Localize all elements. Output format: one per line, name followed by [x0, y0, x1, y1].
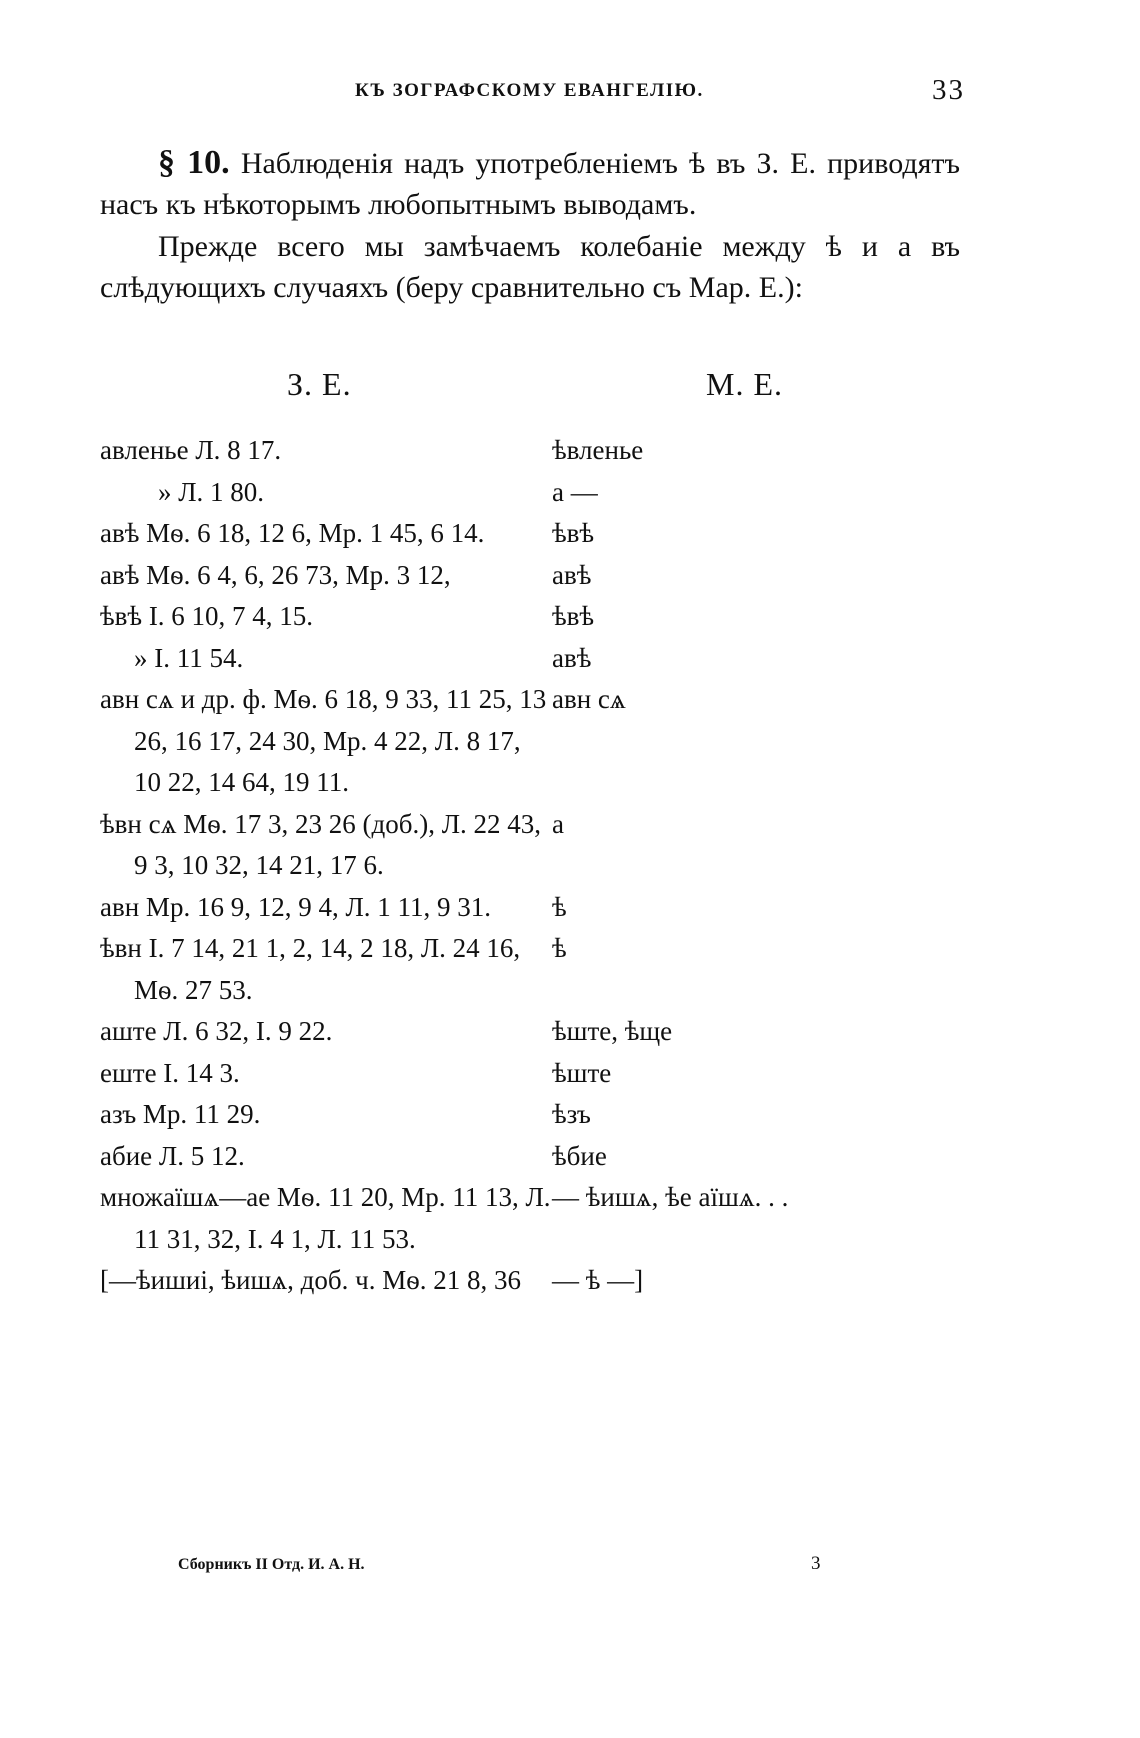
- table-row: [100, 1011, 673, 1053]
- me-entry: — ѣ —]: [552, 1265, 644, 1295]
- me-entry: ѣвѣ: [552, 601, 595, 631]
- me-entry: а: [552, 808, 564, 839]
- me-entry: ѣбие: [552, 1140, 607, 1171]
- running-title: КЪ ЗОГРАФСКОМУ ЕВАНГЕЛІЮ.: [355, 80, 704, 101]
- me-entry: авѣ: [552, 642, 592, 673]
- table-row: [100, 430, 644, 472]
- ze-entry: ѣвн І. 7 14, 21 1, 2, 14, 2 18, Л. 24 16, Мѳ. 27 53.: [100, 933, 521, 1005]
- me-entry: ѣ: [552, 933, 567, 963]
- table-row: [100, 472, 598, 514]
- ze-entry: еште І. 14 3.: [100, 1057, 240, 1088]
- me-entry: ѣ: [552, 891, 567, 922]
- me-entry: ѣвѣ: [552, 518, 595, 548]
- table-row: [100, 638, 592, 680]
- column-header-me: М. Е.: [706, 366, 783, 402]
- ze-entry: » І. 11 54.: [134, 642, 244, 673]
- ze-entry: абие Л. 5 12.: [100, 1140, 245, 1171]
- ze-entry: азъ Мр. 11 29.: [100, 1099, 261, 1129]
- ze-entry: » Л. 1 80.: [158, 476, 265, 507]
- ze-entry: авѣ Мѳ. 6 18, 12 6, Мр. 1 45, 6 14.: [100, 518, 485, 548]
- table-row: [100, 1177, 789, 1260]
- ze-entry: авн сѧ и др. ф. Мѳ. 6 18, 9 33, 11 25, 13 26, 16 17, 24 30, Мр. 4 22, Л. 8 17, 10 22, 14 64, 19 11.: [100, 684, 547, 797]
- ze-entry: авѣ Мѳ. 6 4, 6, 26 73, Мр. 3 12,: [100, 559, 451, 590]
- table-row: [100, 555, 592, 597]
- me-entry: ѣште, ѣще: [552, 1016, 673, 1046]
- me-entry: а —: [552, 476, 598, 507]
- ze-entry: аште Л. 6 32, І. 9 22.: [100, 1016, 333, 1046]
- page-number: 33: [932, 74, 965, 106]
- table-row: [100, 928, 578, 1011]
- me-entry: — ѣишѧ, ѣе аїшѧ. . .: [552, 1182, 789, 1212]
- footer-signature: Сборникъ II Отд. И. А. Н.: [178, 1556, 365, 1573]
- table-row: [100, 596, 595, 638]
- ze-entry: авн Мр. 16 9, 12, 9 4, Л. 1 11, 9 31.: [100, 891, 491, 922]
- paragraph-2: Прежде всего мы замѣчаемъ колебаніе между ѣ и а въ слѣдующихъ случаяхъ (беру сравнительно съ Мар. Е.):: [100, 230, 960, 304]
- table-row: [100, 513, 595, 555]
- me-entry: ѣвленье: [552, 435, 644, 465]
- section-mark: § 10.: [158, 144, 230, 181]
- ze-entry: ѣвн сѧ Мѳ. 17 3, 23 26 (доб.), Л. 22 43, 9 3, 10 32, 14 21, 17 6.: [100, 808, 542, 880]
- comparison-table: [100, 430, 789, 1302]
- table-row: [100, 1136, 607, 1178]
- column-header-ze: З. Е.: [287, 366, 352, 402]
- me-entry: авѣ: [552, 559, 592, 590]
- table-row: [100, 1053, 612, 1095]
- me-entry: авн сѧ: [552, 684, 626, 714]
- table-row: [100, 1260, 644, 1302]
- footer-sheet-number: 3: [811, 1553, 821, 1574]
- paragraph-1: [100, 142, 960, 225]
- me-entry: ѣште: [552, 1057, 612, 1088]
- table-row: [100, 1094, 591, 1136]
- ze-entry: [—ѣишиі, ѣишѧ, доб. ч. Мѳ. 21 8, 36: [100, 1265, 521, 1295]
- me-entry: ѣзъ: [552, 1099, 591, 1129]
- ze-entry: множаїшѧ—ае Мѳ. 11 20, Мр. 11 13, Л. 11 31, 32, І. 4 1, Л. 11 53.: [100, 1182, 551, 1254]
- table-row: [100, 804, 578, 887]
- table-row: [100, 679, 626, 804]
- table-row: [100, 887, 578, 929]
- ze-entry: ѣвѣ І. 6 10, 7 4, 15.: [100, 601, 314, 631]
- paragraph-1-text: Наблюденія надъ употребленіемъ ѣ въ З. Е. приводятъ насъ къ нѣкоторымъ любопытнымъ выводамъ.: [100, 147, 961, 221]
- ze-entry: авленье Л. 8 17.: [100, 435, 282, 465]
